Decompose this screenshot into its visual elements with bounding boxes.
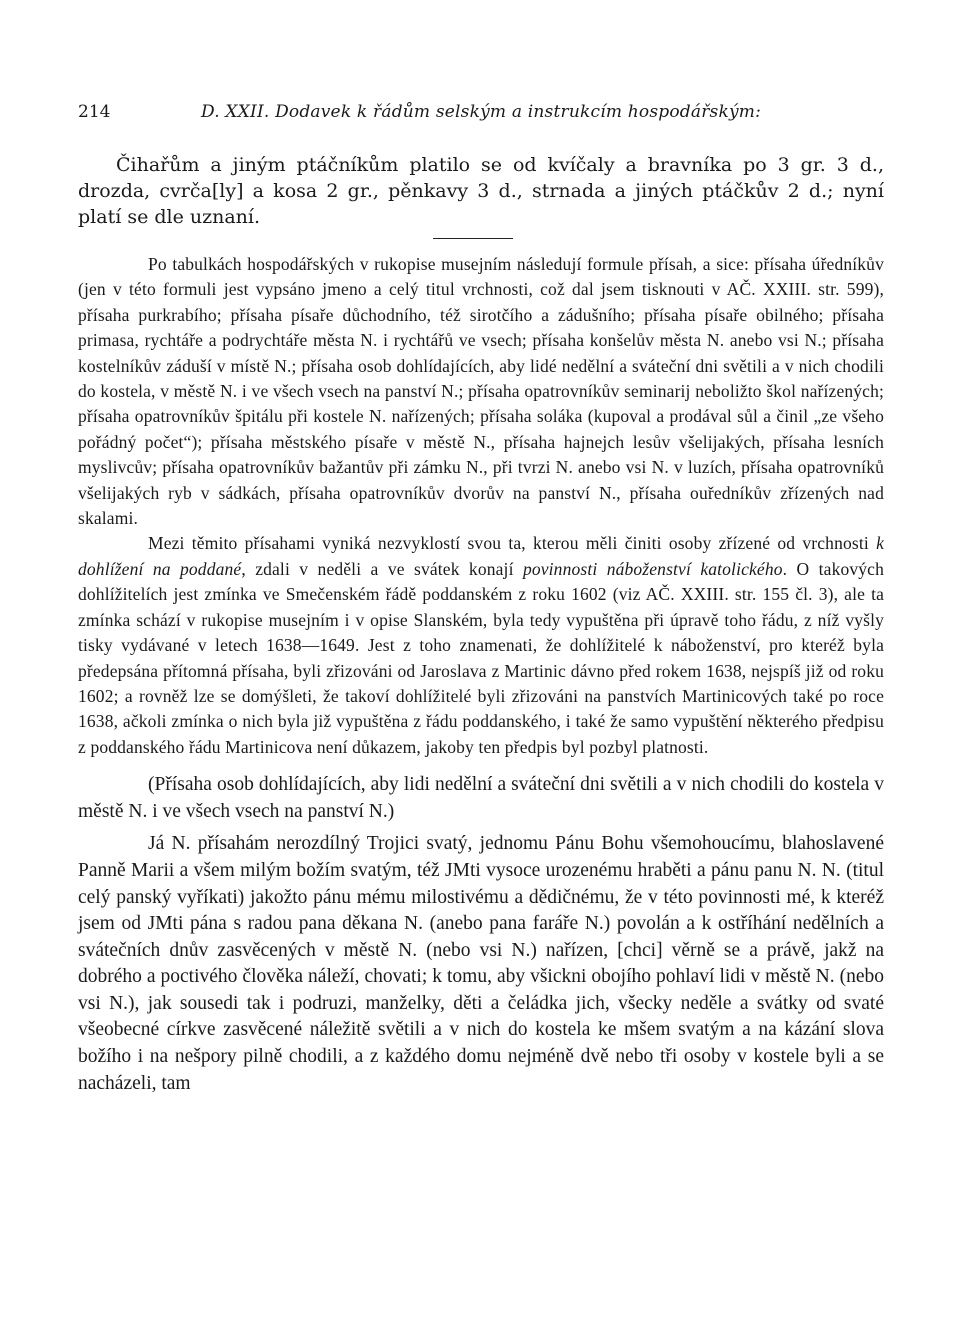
commentary-text-c: . O takových dohlížitelích jest zmínka ve Smečenském řádě poddanském z roku 1602 (viz AČ. XXIII. str. 155 čl. 3), ale ta zmínka schází v rukopise musejním i v opise Slanském, byla tedy vypuštěna při úpravě toho řádu, z níž vyšly tisky vydávané v letech 1638—1649. Jest z toho znamenati, že dohlížitelé k náboženství, pro kteréž byla předepsána přítomná přísaha, byli zřizováni od Jaroslava z Martinic dávno před rokem 1638, nejspíš již od roku 1602; a rovněž lze se domýšleti, že takoví dohlížitelé byli zřizováni na panstvích Martinicových také po roce 1638, ačkoli zmínka o nich byla již vypuštěna z řádu poddanského, i také že samo vypuštění některého předpisu z poddanského řádu Martinicova není důkazem, jakoby ten předpis byl pozbyl platnosti. [78,558,884,757]
oath-heading: (Přísaha osob dohlídajících, aby lidi nedělní a sváteční dni světili a v nich chodili do kostela v městě N. i ve všech vsech na panství N.) [78,774,884,822]
paragraph-bird-catchers: Čihařům a jiným ptáčníkům platilo se od kvíčaly a bravníka po 3 gr. 3 d., drozda, cvrča[ly] a kosa 2 gr., pěnkavy 3 d., strnada a jiných ptáčkův 2 d.; nyní platí se dle uznaní. [78,154,884,228]
running-title: D. XXII. Dodavek k řádům selským a instrukcím hospodářským: [201,102,762,122]
oath-text: Já N. přísahám nerozdílný Trojici svatý, jednomu Pánu Bohu všemohoucímu, blahoslavené Panně Marii a všem milým božím svatým, též JMti vysoce urozenému hraběti a pánu panu N. N. (titul celý panský vyříkati) jakožto pánu mému milostivému a dědičnému, že v této povinnosti mé, k kteréž jsem od JMti pána s radou pana děkana N. (anebo pana faráře N.) povolán a k ostříhání nedělních a svátečních dnův zasvěcených v městě N. (nebo vsi N.) nařízen, [chci] věrně se a právě, jakž na dobrého a poctivého člověka náleží, chovati; k tomu, aby všickni obojího pohlaví lidi v městě N. (nebo vsi N.), jak sousedi tak i podruzi, manželky, děti a čeládka jich, všecky neděle a svátky od svaté všeobecné církve zasvěcené náležitě světili a v nich do kostela ke mšem svatým a na kázání slova božího i na nešpory pilně chodili, a z každého domu nejméně dvě nebo tři osoby v kostele byli a se nacházeli, tam [78,833,884,1094]
section-divider [78,230,884,248]
paragraph-oath-formulas: Po tabulkách hospodářských v rukopise musejním následují formule přísah, a sice: přísaha úředníkův (jen v této formuli jest vypsáno jmeno a celý titul vrchnosti, což dal jsem tisknouti v AČ. XXIII. str. 599), přísaha purkrabího; přísaha písaře důchodního, též sirotčího a zádušního; přísaha písaře obilného; přísaha primasa, rychtáře a podrychtáře města N. i rychtářů ve vsech; přísaha konšelův města N. anebo vsi N.; přísaha kostelníkův záduší v místě N.; přísaha osob dohlídajících, aby lidé nedělní a sváteční dni světili a v nich chodili do kostela, v městě N. i ve všech vsech na panství N.; přísaha opatrovníkův seminarij neboližto škol nařízených; přísaha opatrovníkův špitálu při kostele N. nařízených; přísaha soláka (kupoval a prodával sůl a činil „ze všeho pořádný počet“); přísaha městského písaře v městě N., přísaha hajnejch lesův všelijakých, přísaha lesních myslivcův; přísaha opatrovníkův bažantův při zámku N., při tvrzi N. anebo vsi N. v luzích, přísaha opatrovníků všelijakých ryb v sádkách, přísaha opatrovníkův dvorův na panství N., přísaha ouředníkův zřízených nad skalami. [78,254,884,529]
page-number: 214 [78,102,111,122]
commentary-text-a: Mezi těmito přísahami vyniká nezvyklostí svou ta, kterou měli činiti osoby zřízené od vrchnosti [148,533,877,554]
commentary-emphasis-2: povinnosti náboženství katolického [522,558,783,579]
page-header [78,96,884,126]
divider-line [433,238,513,239]
paragraph-commentary [78,531,884,760]
document-page [78,96,884,1097]
commentary-text-b: , zdali v neděli a ve svátek konají [241,558,523,579]
commentary-emphasis-1: k dohlížení na poddané [78,533,884,579]
